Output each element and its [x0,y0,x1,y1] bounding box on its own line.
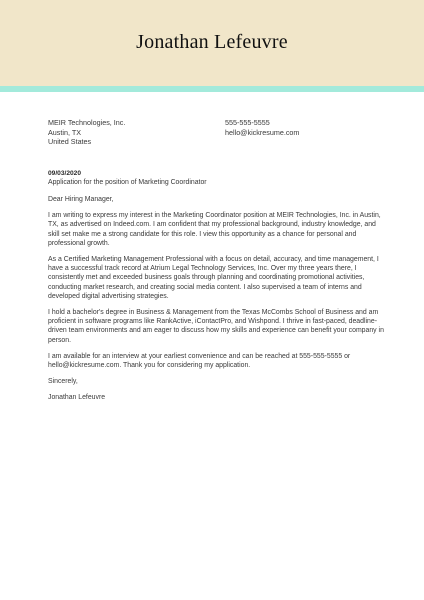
accent-divider [0,86,424,92]
recipient-country: United States [48,137,92,147]
signature-name: Jonathan Lefeuvre [48,394,106,402]
contact-phone: 555-555-5555 [225,118,270,127]
paragraph-education: I hold a bachelor's degree in Business & Management from the Texas McCombs School of Business and am proficient in software programs like RankActive, iContactPro, and Wishpond. I thrive in fast-paced, deadline-driven team environments and am eager to discuss how my skills and experience can benefit your company in person. [48,309,384,344]
paragraph-closing: I am available for an interview at your earliest convenience and can be reached at 555-555-5555 or hello@kickresume.com. Thank you for considering my application. [48,352,351,370]
header-banner [0,0,424,86]
letter-date: 09/03/2020 [48,170,82,177]
recipient-address [48,118,125,147]
salutation: Dear Hiring Manager, [48,196,114,203]
letter-subject: Application for the position of Marketing Coordinator [48,179,207,186]
paragraph-intro: I am writing to express my interest in the Marketing Coordinator position at MEIR Technologies, Inc. in Austin, TX, as advertised on Indeed.com. I am confident that my professional background, industry knowledge, and skill set make me a strong candidate for this role. I view this opportunity as a chance for personal and professional growth. [48,212,381,247]
letter-body [48,195,388,410]
recipient-company: MEIR Technologies, Inc. [48,118,126,127]
closing: Sincerely, [48,378,78,386]
applicant-name: Jonathan Lefeuvre [136,31,288,53]
paragraph-experience: As a Certified Marketing Management Professional with a focus on detail, accuracy, and time management, I have a successful track record at Atrium Legal Technology Services, Inc. Over my three years there, I consistently met and exceeded business goals through planning and coordinating promotional activities, conducting market research, and creating social media content. I also supervised a team of interns and developed digital advertising strategies. [48,256,379,300]
recipient-city: Austin, TX [48,127,82,137]
contact-email: hello@kickresume.com [225,127,300,137]
contact-info [225,118,299,137]
